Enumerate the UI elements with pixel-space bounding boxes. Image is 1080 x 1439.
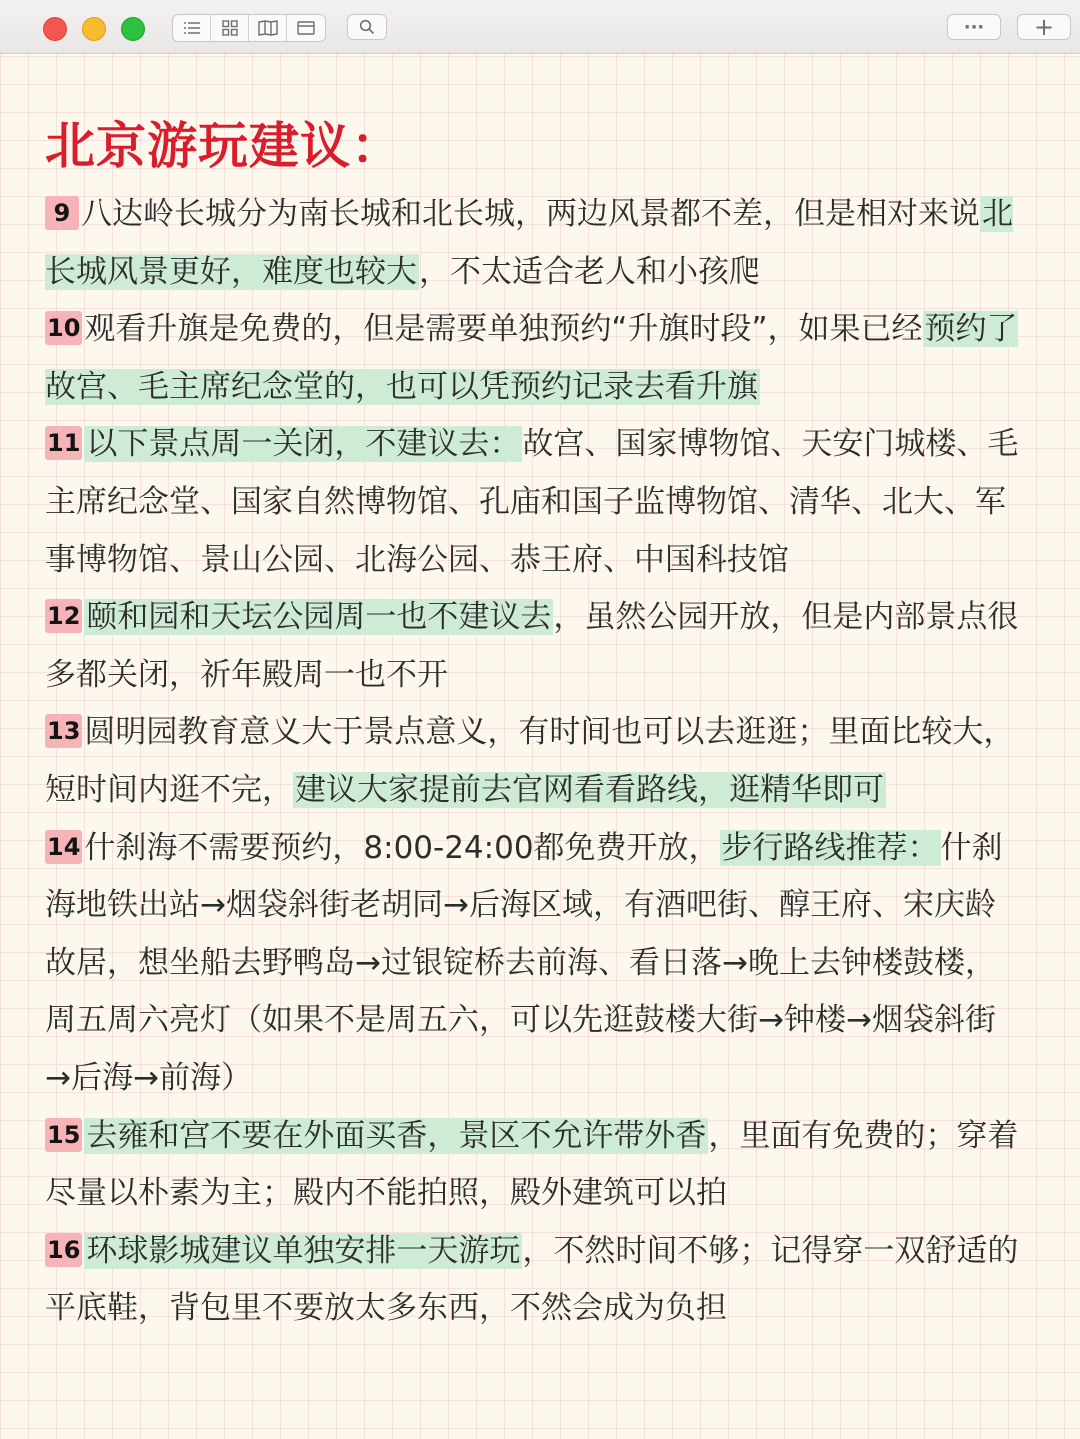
tip-number-badge: 10: [45, 311, 82, 345]
tip-item: [45, 301, 1020, 416]
more-button[interactable]: [947, 14, 1001, 40]
list-view-button[interactable]: [173, 15, 211, 41]
minimize-window-button[interactable]: [82, 17, 106, 41]
tip-item: [45, 1108, 1020, 1223]
tip-item: [45, 186, 1020, 301]
tip-text: 观看升旗是免费的，但是需要单独预约“升旗时段”，如果已经: [84, 311, 923, 348]
tips-list: [45, 186, 1020, 1338]
more-icon: ···: [963, 16, 985, 38]
highlighted-text: 预约了故宫、毛主席纪念堂的，也可以凭预约记录去看升旗: [45, 311, 1018, 405]
tip-number-badge: 13: [45, 714, 82, 748]
tip-text: 八达岭长城分为南长城和北长城，两边风景都不差，但是相对来说: [81, 196, 980, 232]
grid-icon: [222, 20, 238, 36]
page-title: 北京游玩建议：: [45, 117, 402, 175]
tip-number-badge: 12: [45, 599, 82, 633]
tip-text: ，虽然公园开放，但是内部景点很多都关闭，祈年殿周一也不开: [45, 599, 1019, 693]
highlighted-text: 去雍和宫不要在外面买香，景区不允许带外香: [86, 1117, 707, 1154]
window-titlebar: [0, 0, 1080, 54]
tip-text: 什刹海不需要预约，8:00-24:00都免费开放，: [84, 829, 720, 866]
tip-number-badge: 16: [45, 1233, 82, 1267]
tip-text: ，里面有免费的；穿着尽量以朴素为主；殿内不能拍照，殿外建筑可以拍: [45, 1117, 1019, 1212]
window-view-button[interactable]: [287, 15, 325, 41]
tip-text: 圆明园教育意义大于景点意义，有时间也可以去逛逛；里面比较大，短时间内逛不完，: [45, 714, 1015, 808]
book-icon: [258, 20, 278, 36]
highlighted-text: 步行路线推荐：: [721, 829, 939, 866]
search-button[interactable]: [347, 14, 387, 40]
tip-number-badge: 14: [45, 830, 82, 864]
tip-item: [45, 416, 1020, 589]
tip-number-badge: 11: [45, 426, 82, 460]
tip-number-badge: 15: [45, 1118, 82, 1152]
tip-number-badge: 9: [45, 196, 79, 230]
new-note-button[interactable]: [1017, 14, 1071, 40]
zoom-window-button[interactable]: [121, 17, 145, 41]
tip-item: [45, 1223, 1020, 1338]
gallery-view-button[interactable]: [249, 15, 287, 41]
tip-text: 故宫、国家博物馆、天安门城楼、毛主席纪念堂、国家自然博物馆、孔庙和国子监博物馆、清华、北大、军事博物馆、景山公园、北海公园、恭王府、中国科技馆: [45, 426, 1019, 578]
plus-icon: +: [1033, 13, 1055, 41]
highlighted-text: 建议大家提前去官网看看路线，逛精华即可: [295, 771, 884, 808]
grid-view-button[interactable]: [211, 15, 249, 41]
tip-item: [45, 704, 1020, 819]
highlighted-text: 北长城风景更好，难度也较大: [45, 196, 1013, 290]
list-icon: [183, 21, 201, 35]
tip-text: 什刹海地铁出站→烟袋斜街老胡同→后海区域，有酒吧街、醇王府、宋庆龄故居，想坐船去野鸭岛→过银锭桥去前海、看日落→晚上去钟楼鼓楼，周五周六亮灯（如果不是周五六，可以先逛鼓楼大街→钟楼→烟袋斜街→后海→前海）: [45, 829, 1003, 1096]
view-mode-segment: [172, 14, 326, 42]
search-icon: [359, 19, 375, 35]
close-window-button[interactable]: [43, 17, 67, 41]
window-icon: [297, 21, 315, 35]
tip-text: ，不然时间不够；记得穿一双舒适的平底鞋，背包里不要放太多东西，不然会成为负担: [45, 1232, 1019, 1327]
highlighted-text: 环球影城建议单独安排一天游玩: [86, 1232, 521, 1269]
highlighted-text: 颐和园和天坛公园周一也不建议去: [86, 599, 552, 636]
tip-item: [45, 820, 1020, 1108]
tip-text: ，不太适合老人和小孩爬: [419, 253, 760, 290]
tip-item: [45, 589, 1020, 704]
highlighted-text: 以下景点周一关闭，不建议去：: [86, 426, 521, 463]
